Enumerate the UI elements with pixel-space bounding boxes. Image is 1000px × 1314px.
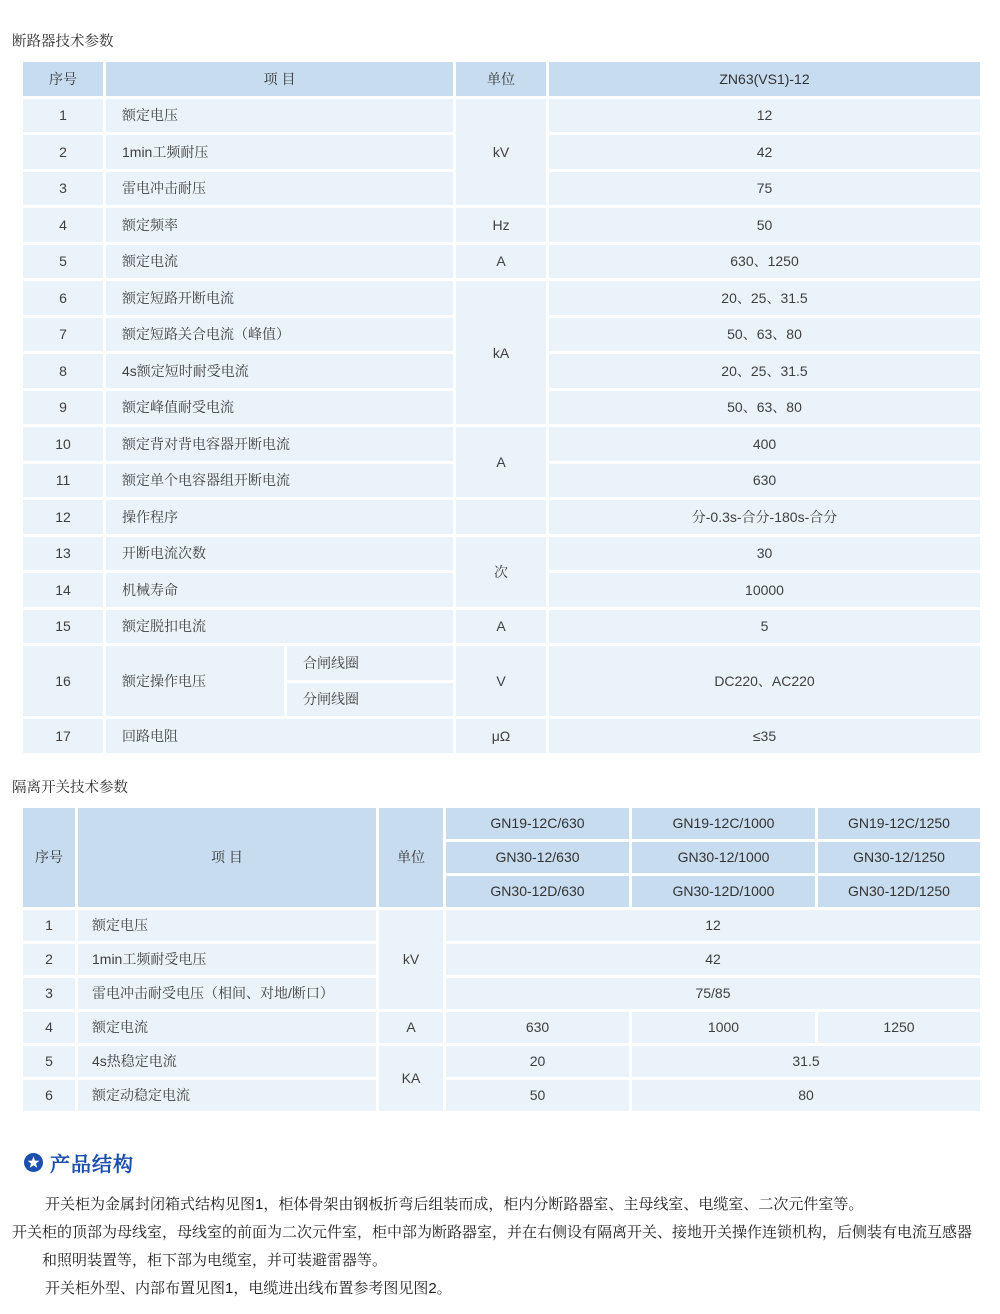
- cell-value: 630、1250: [549, 245, 980, 279]
- cell-value: 5: [549, 610, 980, 644]
- cell-value: 75/85: [446, 978, 980, 1009]
- cell-no: 7: [23, 318, 103, 352]
- cell-value: 75: [549, 172, 980, 206]
- table-row: [23, 646, 980, 680]
- table-row: [23, 500, 980, 534]
- product-structure-section-header: [24, 1148, 985, 1177]
- cell-item: 额定电压: [106, 99, 453, 133]
- table-row: [23, 281, 980, 315]
- header-model: GN19-12C/1250: [818, 808, 980, 839]
- cell-value: 630: [549, 464, 980, 498]
- cell-value: 50: [446, 1080, 629, 1111]
- header-no: 序号: [23, 808, 75, 907]
- cell-no: 2: [23, 944, 75, 975]
- cell-item: 额定背对背电容器开断电流: [106, 427, 453, 461]
- header-no: 序号: [23, 62, 103, 96]
- header-unit: 单位: [379, 808, 443, 907]
- cell-value: 12: [549, 99, 980, 133]
- cell-unit: Hz: [456, 208, 546, 242]
- table-row: [23, 537, 980, 571]
- cell-unit: A: [456, 610, 546, 644]
- cell-no: 1: [23, 910, 75, 941]
- paragraph: 开关柜的顶部为母线室，母线室的前面为二次元件室，柜中部为断路器室，并在右侧设有隔离开关、接地开关操作连锁机构，后侧装有电流互感器和照明装置等，柜下部为电缆室，并可装避雷器等。: [12, 1223, 973, 1269]
- header-model: GN30-12/1250: [818, 842, 980, 873]
- cell-item: 雷电冲击耐压: [106, 172, 453, 206]
- header-model: GN30-12D/630: [446, 876, 629, 907]
- cell-item: 1min工频耐压: [106, 135, 453, 169]
- cell-no: 9: [23, 391, 103, 425]
- header-model: GN30-12D/1250: [818, 876, 980, 907]
- cell-no: 3: [23, 172, 103, 206]
- cell-no: 10: [23, 427, 103, 461]
- cell-no: 3: [23, 978, 75, 1009]
- cell-item: 开断电流次数: [106, 537, 453, 571]
- cell-item: 额定动稳定电流: [78, 1080, 376, 1111]
- cell-value: 31.5: [632, 1046, 980, 1077]
- cell-no: 5: [23, 1046, 75, 1077]
- cell-value: DC220、AC220: [549, 646, 980, 716]
- header-item: 项 目: [106, 62, 453, 96]
- header-item: 项 目: [78, 808, 376, 907]
- cell-unit: kA: [456, 281, 546, 424]
- header-unit: 单位: [456, 62, 546, 96]
- table-header-row: [23, 808, 980, 839]
- header-model: ZN63(VS1)-12: [549, 62, 980, 96]
- table-row: [23, 610, 980, 644]
- cell-value: ≤35: [549, 719, 980, 753]
- cell-unit: KA: [379, 1046, 443, 1111]
- table-row: [23, 910, 980, 941]
- cell-no: 1: [23, 99, 103, 133]
- cell-value: 分-0.3s-合分-180s-合分: [549, 500, 980, 534]
- cell-item: 额定电流: [106, 245, 453, 279]
- cell-value: 400: [549, 427, 980, 461]
- cell-unit: 次: [456, 537, 546, 607]
- cell-value: 20: [446, 1046, 629, 1077]
- cell-unit: V: [456, 646, 546, 716]
- cell-item: 额定短路关合电流（峰值）: [106, 318, 453, 352]
- cell-subitem-opening-coil: 分闸线圈: [287, 683, 453, 717]
- table-header-row: [23, 62, 980, 96]
- table-row: [23, 1080, 980, 1111]
- cell-value: 630: [446, 1012, 629, 1043]
- cell-no: 11: [23, 464, 103, 498]
- cell-item: 4s热稳定电流: [78, 1046, 376, 1077]
- cell-value: 42: [549, 135, 980, 169]
- cell-no: 5: [23, 245, 103, 279]
- cell-item: 4s额定短时耐受电流: [106, 354, 453, 388]
- cell-unit: A: [456, 245, 546, 279]
- table-row: [23, 719, 980, 753]
- cell-item: 额定电压: [78, 910, 376, 941]
- cell-no: 8: [23, 354, 103, 388]
- cell-no: 14: [23, 573, 103, 607]
- disconnector-parameters-table: [20, 805, 983, 1114]
- cell-value: 42: [446, 944, 980, 975]
- cell-unit: A: [456, 427, 546, 497]
- cell-no: 12: [23, 500, 103, 534]
- cell-value: 50、63、80: [549, 391, 980, 425]
- product-structure-text: [12, 1191, 985, 1303]
- cell-unit: [456, 500, 546, 534]
- cell-item: 机械寿命: [106, 573, 453, 607]
- cell-value: 12: [446, 910, 980, 941]
- table-row: [23, 99, 980, 133]
- table-row: [23, 978, 980, 1009]
- cell-unit: kV: [379, 910, 443, 1009]
- cell-no: 4: [23, 1012, 75, 1043]
- cell-value: 20、25、31.5: [549, 281, 980, 315]
- cell-no: 2: [23, 135, 103, 169]
- cell-unit: kV: [456, 99, 546, 206]
- cell-no: 16: [23, 646, 103, 716]
- table-row: [23, 944, 980, 975]
- cell-value: 1000: [632, 1012, 815, 1043]
- cell-item: 雷电冲击耐受电压（相间、对地/断口）: [78, 978, 376, 1009]
- cell-item: 操作程序: [106, 500, 453, 534]
- cell-item: 1min工频耐受电压: [78, 944, 376, 975]
- table-row: [23, 208, 980, 242]
- cell-no: 15: [23, 610, 103, 644]
- header-model: GN30-12/630: [446, 842, 629, 873]
- cell-item: 额定短路开断电流: [106, 281, 453, 315]
- cell-item: 额定脱扣电流: [106, 610, 453, 644]
- paragraph: 开关柜外型、内部布置见图1，电缆进出线布置参考图见图2。: [45, 1279, 452, 1297]
- cell-no: 17: [23, 719, 103, 753]
- cell-value: 20、25、31.5: [549, 354, 980, 388]
- header-model: GN30-12/1000: [632, 842, 815, 873]
- cell-value: 1250: [818, 1012, 980, 1043]
- cell-value: 10000: [549, 573, 980, 607]
- cell-no: 6: [23, 281, 103, 315]
- cell-unit: μΩ: [456, 719, 546, 753]
- cell-value: 80: [632, 1080, 980, 1111]
- cell-item: 回路电阻: [106, 719, 453, 753]
- cell-unit: A: [379, 1012, 443, 1043]
- table-row: [23, 1046, 980, 1077]
- table-row: [23, 245, 980, 279]
- header-model: GN19-12C/1000: [632, 808, 815, 839]
- section-heading: 产品结构: [50, 1153, 134, 1176]
- table-row: [23, 1012, 980, 1043]
- star-circle-icon: [24, 1153, 43, 1172]
- paragraph: 开关柜为金属封闭箱式结构见图1，柜体骨架由钢板折弯后组装而成，柜内分断路器室、主母线室、电缆室、二次元件室等。: [45, 1195, 864, 1213]
- cell-item: 额定频率: [106, 208, 453, 242]
- cell-subitem-closing-coil: 合闸线圈: [287, 646, 453, 680]
- cell-item: 额定操作电压: [106, 646, 284, 716]
- header-model: GN19-12C/630: [446, 808, 629, 839]
- breaker-table-title: 断路器技术参数: [12, 34, 114, 50]
- cell-item: 额定单个电容器组开断电流: [106, 464, 453, 498]
- cell-value: 30: [549, 537, 980, 571]
- header-model: GN30-12D/1000: [632, 876, 815, 907]
- cell-no: 6: [23, 1080, 75, 1111]
- cell-item: 额定峰值耐受电流: [106, 391, 453, 425]
- switch-table-title: 隔离开关技术参数: [12, 779, 128, 796]
- cell-no: 4: [23, 208, 103, 242]
- cell-value: 50、63、80: [549, 318, 980, 352]
- cell-value: 50: [549, 208, 980, 242]
- table-row: [23, 427, 980, 461]
- cell-item: 额定电流: [78, 1012, 376, 1043]
- cell-no: 13: [23, 537, 103, 571]
- breaker-parameters-table: [20, 59, 983, 756]
